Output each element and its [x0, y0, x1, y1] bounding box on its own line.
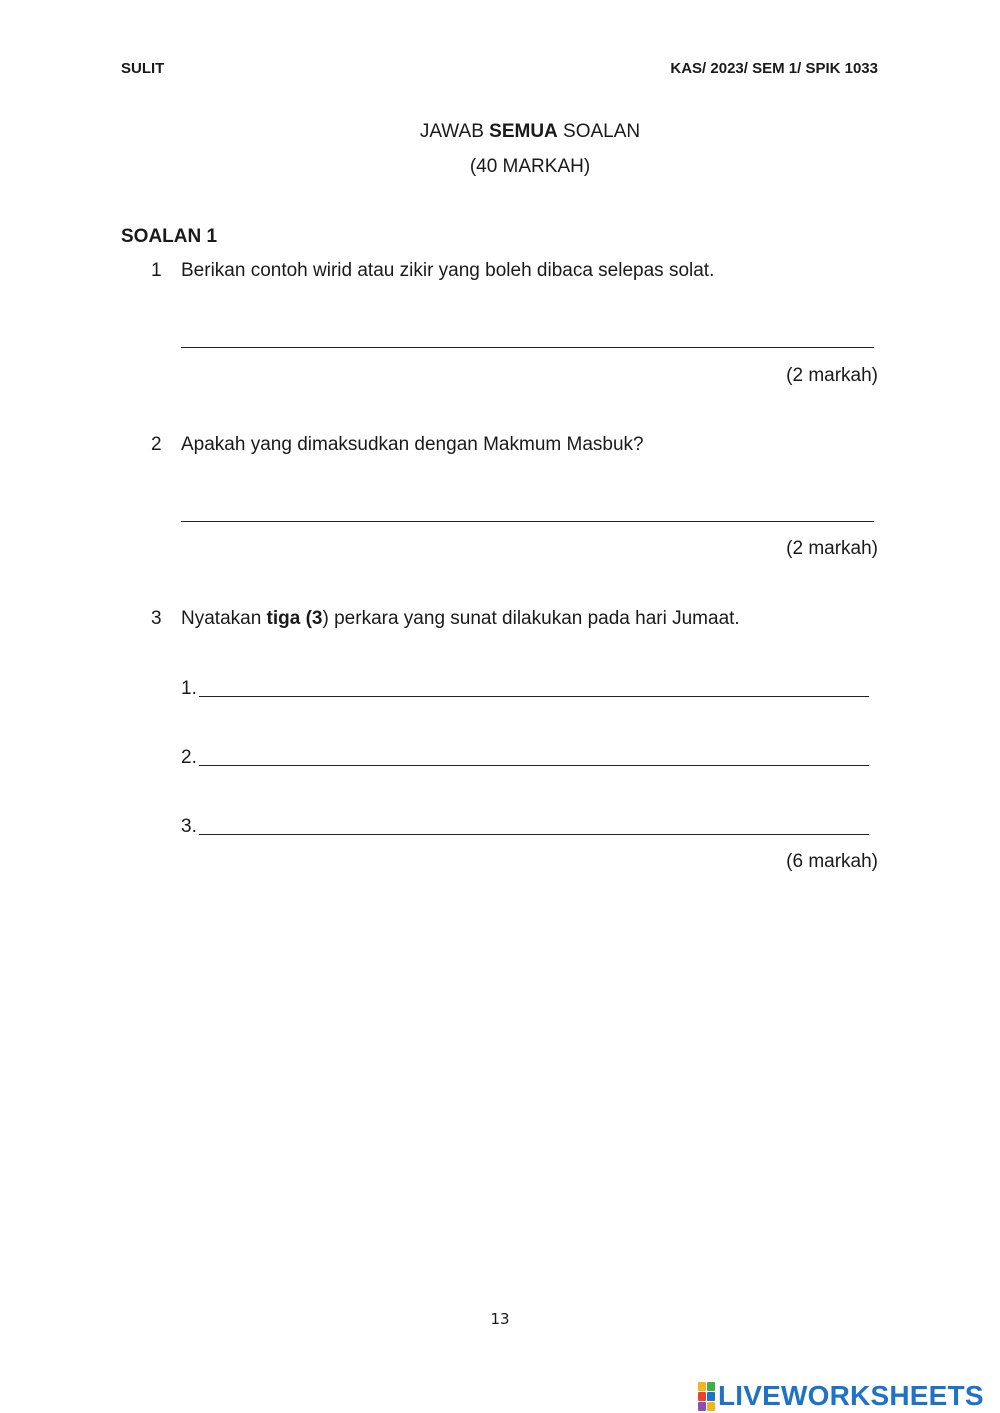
header-left: SULIT	[121, 60, 165, 77]
answer-item-1-number: 1.	[181, 678, 197, 699]
question-1-number: 1	[151, 260, 162, 281]
answer-item-3-line[interactable]	[199, 834, 869, 835]
brand-text: LIVEWORKSHEETS	[718, 1380, 984, 1411]
answer-item-2-line[interactable]	[199, 765, 869, 766]
question-2-answer-line[interactable]	[181, 521, 874, 522]
question-1-answer-line[interactable]	[181, 347, 874, 348]
question-2-text: Apakah yang dimaksudkan dengan Makmum Masbuk?	[181, 434, 644, 455]
instruction-title: JAWAB SEMUA SOALAN	[419, 121, 641, 142]
liveworksheets-logo-icon	[698, 1382, 715, 1411]
question-2-number: 2	[151, 434, 162, 455]
question-1-text: Berikan contoh wirid atau zikir yang boleh dibaca selepas solat.	[181, 260, 715, 281]
page-number: 13	[490, 1310, 510, 1328]
header-right: KAS/ 2023/ SEM 1/ SPIK 1033	[670, 60, 878, 77]
total-marks: (40 MARKAH)	[469, 156, 591, 177]
question-1-marks: (2 markah)	[786, 365, 878, 386]
answer-item-3-number: 3.	[181, 816, 197, 837]
answer-item-2-number: 2.	[181, 747, 197, 768]
question-3-marks: (6 markah)	[786, 851, 878, 872]
question-2-marks: (2 markah)	[786, 538, 878, 559]
question-3-number: 3	[151, 608, 162, 629]
section-title: SOALAN 1	[121, 226, 218, 247]
instruction-bold: SEMUA	[489, 121, 558, 142]
answer-item-1-line[interactable]	[199, 696, 869, 697]
liveworksheets-brand[interactable]	[698, 1380, 984, 1412]
question-3-text: Nyatakan tiga (3) perkara yang sunat dilakukan pada hari Jumaat.	[181, 608, 740, 629]
